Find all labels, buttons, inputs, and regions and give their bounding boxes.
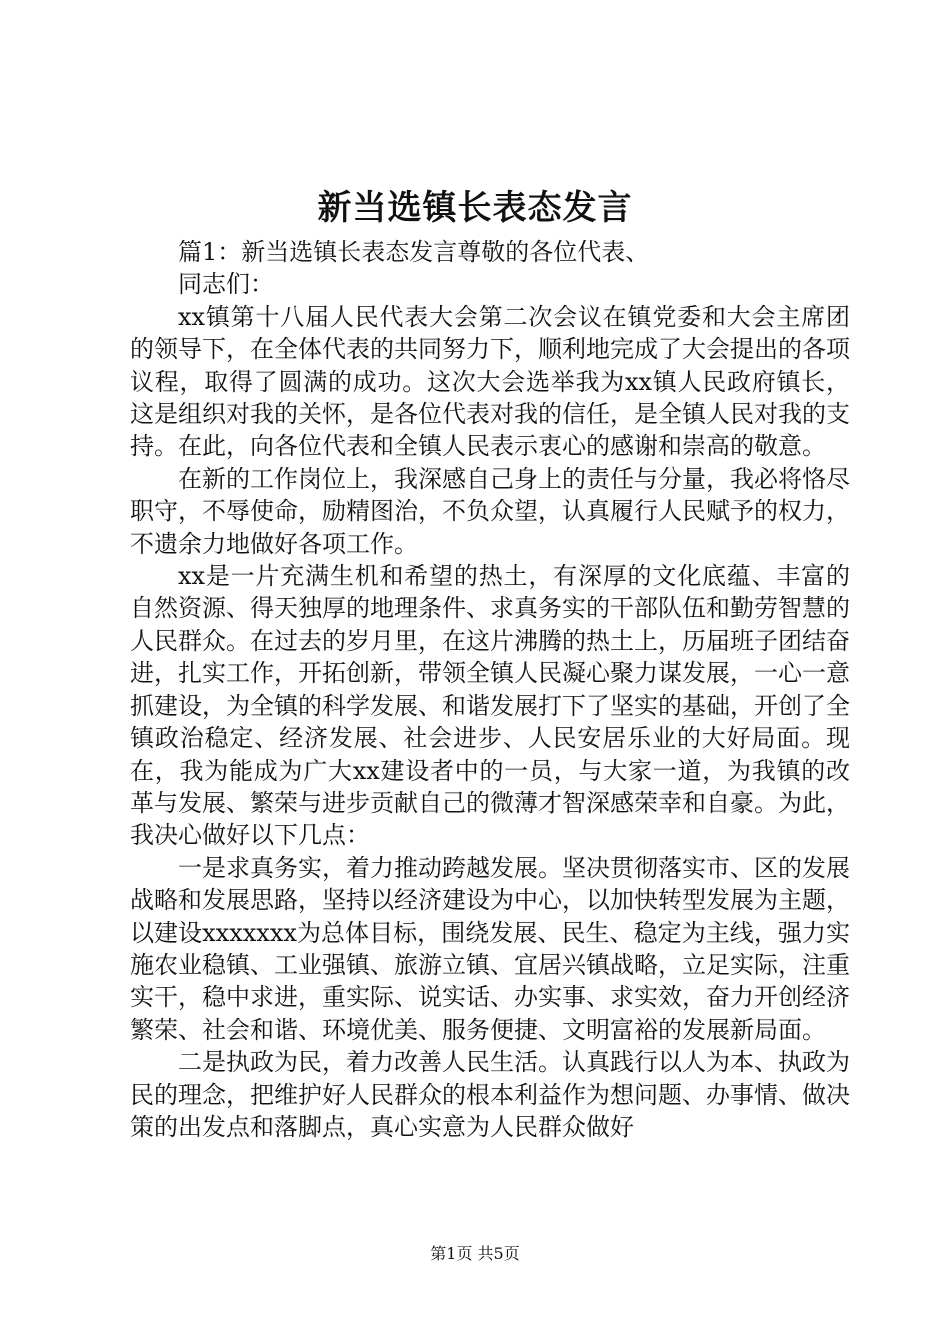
paragraph-heading: 篇1：新当选镇长表态发言尊敬的各位代表、 [178,238,650,266]
paragraph-2: 在新的工作岗位上，我深感自己身上的责任与分量，我必将恪尽职守，不辱使命，励精图治，不负众望，认真履行人民赋予的权力，不遗余力地做好各项工作。 [130,464,850,558]
paragraph-4: 一是求真务实，着力推动跨越发展。坚决贯彻落实市、区的发展战略和发展思路，坚持以经济建设为中心，以加快转型发展为主题，以建设xxxxxxx为总体目标，围绕发展、民生、稳定为主线，强力实施农业稳镇、工业强镇、旅游立镇、宜居兴镇战略，立足实际，注重实干，稳中求进，重实际、说实话、办实事、求实效，奋力开创经济繁荣、社会和谐、环境优美、服务便捷、文明富裕的发展新局面。 [130,853,850,1044]
paragraph-1: xx镇第十八届人民代表大会第二次会议在镇党委和大会主席团的领导下，在全体代表的共同努力下，顺利地完成了大会提出的各项议程，取得了圆满的成功。这次大会选举我为xx镇人民政府镇长，这是组织对我的关怀，是各位代表对我的信任，是全镇人民对我的支持。在此，向各位代表和全镇人民表示衷心的感谢和崇高的敬意。 [130,302,850,461]
paragraph-salutation: 同志们： [178,270,274,299]
document-title: 新当选镇长表态发言 [317,188,633,228]
paragraph-5: 二是执政为民，着力改善人民生活。认真践行以人为本、执政为民的理念，把维护好人民群众的根本利益作为想问题、办事情、做决策的出发点和落脚点，真心实意为人民群众做好 [130,1048,850,1141]
page-number-footer: 第1页 共5页 [430,1244,520,1263]
paragraph-3: xx是一片充满生机和希望的热土，有深厚的文化底蕴、丰富的自然资源、得天独厚的地理条件、求真务实的干部队伍和勤劳智慧的人民群众。在过去的岁月里，在这片沸腾的热土上，历届班子团结奋进，扎实工作，开拓创新，带领全镇人民凝心聚力谋发展，一心一意抓建设，为全镇的科学发展、和谐发展打下了坚实的基础，开创了全镇政治稳定、经济发展、社会进步、人民安居乐业的大好局面。现在，我为能成为广大xx建设者中的一员，与大家一道，为我镇的改革与发展、繁荣与进步贡献自己的微薄才智深感荣幸和自豪。为此，我决心做好以下几点： [130,562,850,850]
document-body [130,236,850,1143]
